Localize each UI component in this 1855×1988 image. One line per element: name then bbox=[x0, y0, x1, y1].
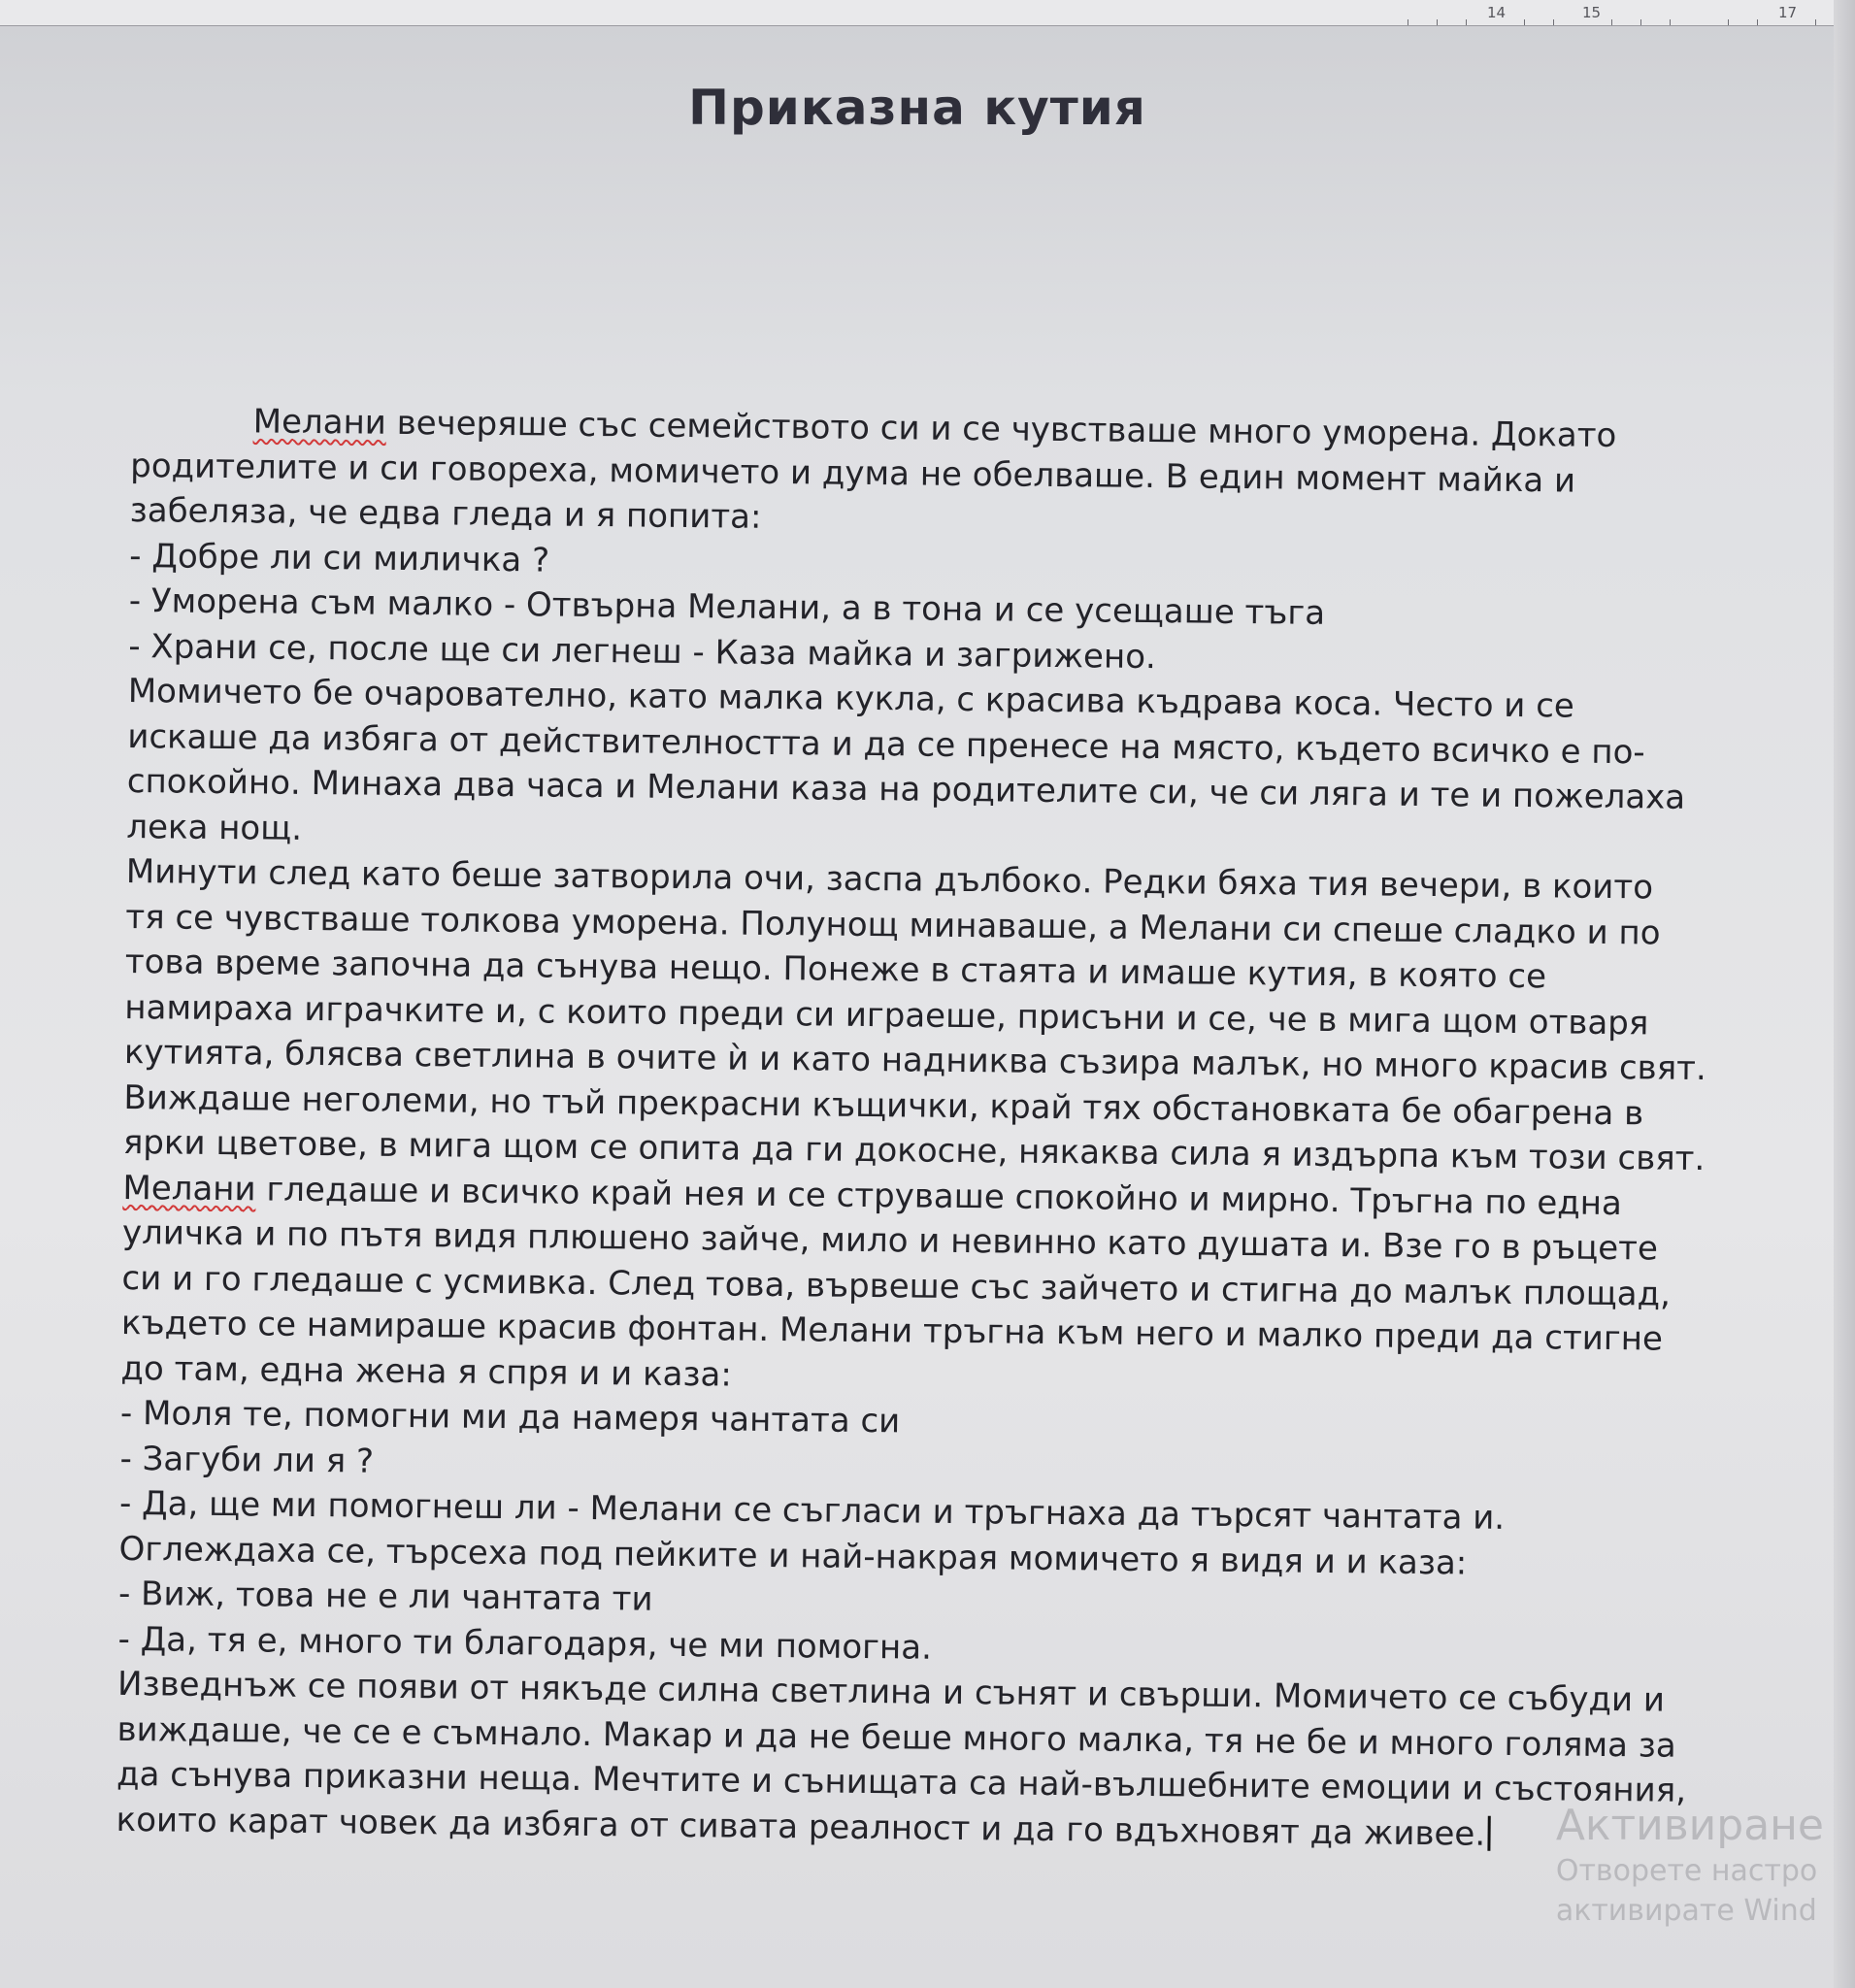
paragraph-line: лека нощ. bbox=[126, 807, 303, 848]
paragraph-line: Мелани гледаше и всичко край нея и се струваше спокойно и мирно. Тръгна по една bbox=[122, 1168, 1623, 1223]
paragraph-line: да сънува приказни неща. Мечтите и сънищата са най-вълшебните емоции и състояния, bbox=[116, 1754, 1687, 1810]
paragraph-line: ярки цветове, в мига щом се опита да ги докосне, някаква сила я издърпа към този свят. bbox=[122, 1122, 1706, 1179]
paragraph-line: Минути след като беше затворила очи, заспа дълбоко. Редки бяха тия вечери, в които bbox=[125, 851, 1654, 908]
ruler-label: 15 bbox=[1582, 4, 1602, 21]
paragraph-line: виждаше, че се е съмнало. Макар и да не беше много малка, тя не бе и много голяма за bbox=[116, 1709, 1676, 1766]
document-page[interactable] bbox=[58, 25, 1825, 1988]
misspelled-word: Мелани bbox=[252, 402, 387, 443]
dialogue-line: - Уморена съм малко - Отвърна Мелани, а в тона и се усещаше тъга bbox=[128, 580, 1326, 633]
dialogue-line: - Добре ли си миличка ? bbox=[129, 536, 550, 580]
dialogue-line: - Да, тя е, много ти благодаря, че ми помогна. bbox=[117, 1619, 933, 1668]
dialogue-line: - Моля те, помогни ми да намеря чантата си bbox=[119, 1393, 901, 1441]
paragraph-line: кутията, блясва светлина в очите ѝ и като надниква съзира малък, но много красив свят. bbox=[123, 1032, 1706, 1089]
dialogue-line: - Да, ще ми помогнеш ли - Мелани се съгласи и тръгнаха да търсят чантата и. bbox=[118, 1483, 1506, 1538]
document-body[interactable] bbox=[116, 398, 1741, 1859]
paragraph-line: Мелани вечеряше със семейството си и се чувстваше много уморена. Докато bbox=[252, 402, 1617, 456]
paragraph-line: намираха играчките и, с които преди си играеше, присъни и се, че в мига щом отваря bbox=[124, 987, 1649, 1043]
paragraph-line: спокойно. Минаха два часа и Мелани каза на родителите си, че си ляга и те и пожелаха bbox=[126, 761, 1686, 817]
paragraph-line: родителите и си говореха, момичето и дума не обелваше. В един момент майка и bbox=[130, 446, 1576, 501]
windows-activation-watermark bbox=[1556, 1801, 1824, 1928]
window-edge bbox=[1834, 0, 1855, 1988]
paragraph-line: искаше да избяга от действителността и да се пренесе на място, където всичко е по- bbox=[127, 716, 1645, 772]
paragraph-line: това време започна да сънува нещо. Понеже в стаята и имаше кутия, в която се bbox=[124, 942, 1547, 997]
paragraph-line: до там, една жена я спря и и каза: bbox=[120, 1348, 733, 1395]
paragraph-line: тя се чувстваше толкова уморена. Полунощ минаваше, а Мелани си спеше сладко и по bbox=[125, 897, 1661, 953]
dialogue-line: - Храни се, после ще си легнеш - Каза майка и загрижено. bbox=[128, 626, 1157, 677]
dialogue-line: - Виж, това не е ли чантата ти bbox=[117, 1574, 653, 1619]
dialogue-line: - Загуби ли я ? bbox=[119, 1439, 375, 1481]
paragraph-line: Виждаше неголеми, но тъй прекрасни къщички, край тях обстановката бе обагрена в bbox=[123, 1077, 1644, 1133]
watermark-line: активирате Wind bbox=[1555, 1894, 1817, 1928]
document-title: Приказна кутия bbox=[688, 80, 1146, 136]
paragraph-line: които карат човек да избяга от сивата реалност и да го вдъхновят да живее. bbox=[116, 1797, 1727, 1859]
horizontal-ruler bbox=[0, 0, 1855, 26]
paragraph-line: Оглеждаха се, търсеха под пейките и най-накрая момичето я видя и и каза: bbox=[118, 1529, 1468, 1582]
paragraph-line: Изведнъж се появи от някъде силна светлина и сънят и свърши. Момичето се събуди и bbox=[116, 1664, 1666, 1720]
paragraph-line: си и го гледаше с усмивка. След това, вървеше със зайчето и стигна до малък площад, bbox=[121, 1258, 1672, 1314]
paragraph-line: забеляза, че едва гледа и я попита: bbox=[129, 490, 762, 537]
ruler-label: 14 bbox=[1487, 4, 1507, 21]
ruler-label: 17 bbox=[1778, 4, 1798, 21]
watermark-title: Активиране bbox=[1555, 1801, 1824, 1850]
text-cursor bbox=[1487, 1815, 1490, 1850]
misspelled-word: Мелани bbox=[122, 1168, 256, 1209]
paragraph-line: където се намираше красив фонтан. Мелани тръгна към него и малко преди да стигне bbox=[120, 1303, 1664, 1359]
paragraph-line: уличка и по пътя видя плюшено зайче, мило и невинно като душата и. Взе го в ръцете bbox=[121, 1212, 1659, 1269]
watermark-line: Отворете настро bbox=[1555, 1854, 1818, 1888]
paragraph-line: Момичето бе очарователно, като малка кукла, с красива къдрава коса. Често и се bbox=[127, 671, 1575, 726]
